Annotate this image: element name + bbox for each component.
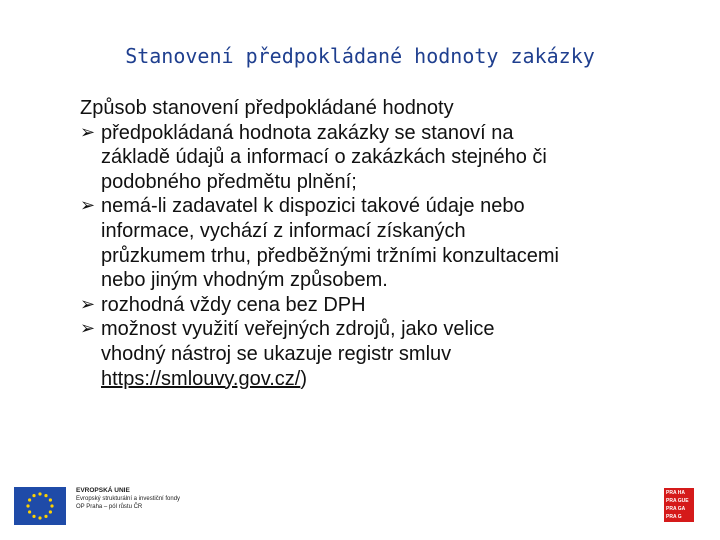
arrow-right-icon: ➢ bbox=[80, 318, 96, 340]
eu-star bbox=[38, 492, 41, 495]
bullet-item: ➢ rozhodná vždy cena bez DPH bbox=[80, 293, 366, 316]
eu-star bbox=[26, 504, 29, 507]
bullet-item: ➢ nemá-li zadavatel k dispozici takové údaje nebo informace, vychází z informací získaných průzkumem trhu, předběžnými tržními konzultacemi nebo jiným vhodným způsobem. bbox=[80, 195, 559, 292]
eu-star bbox=[32, 494, 35, 497]
arrow-right-icon: ➢ bbox=[80, 293, 96, 315]
slide-content bbox=[80, 96, 680, 391]
eu-flag-icon bbox=[14, 487, 66, 525]
eu-star bbox=[38, 516, 41, 519]
bullet-item: ➢ předpokládaná hodnota zakázky se stanoví na základě údajů a informací o zakázkách stejného či podobného předmětu plnění; bbox=[80, 121, 547, 193]
arrow-right-icon: ➢ bbox=[80, 195, 96, 217]
eu-program: OP Praha – pól růstu ČR bbox=[76, 504, 143, 510]
bullet-list bbox=[80, 121, 680, 392]
eu-fund: Evropský strukturální a investiční fondy bbox=[76, 496, 181, 502]
eu-star bbox=[49, 510, 52, 513]
praha-logo: PRA HA PRA GUE PRA GA PRA G bbox=[664, 488, 694, 522]
eu-star bbox=[44, 494, 47, 497]
link-suffix: ) bbox=[300, 367, 307, 390]
eu-star bbox=[49, 498, 52, 501]
eu-star bbox=[44, 515, 47, 518]
eu-text bbox=[76, 487, 180, 511]
section-heading: Způsob stanovení předpokládané hodnoty bbox=[80, 97, 454, 119]
registry-link[interactable]: https://smlouvy.gov.cz/ bbox=[101, 367, 301, 390]
eu-star bbox=[28, 498, 31, 501]
slide-title: Stanovení předpokládané hodnoty zakázky bbox=[125, 44, 595, 68]
eu-star bbox=[28, 510, 31, 513]
eu-star bbox=[32, 515, 35, 518]
eu-footer bbox=[14, 487, 180, 525]
bullet-item: ➢ možnost využití veřejných zdrojů, jako velice vhodný nástroj se ukazuje registr smluv https://smlouvy.gov.cz/) bbox=[80, 318, 495, 390]
eu-name: EVROPSKÁ UNIE bbox=[76, 487, 130, 494]
eu-star bbox=[50, 504, 53, 507]
arrow-right-icon: ➢ bbox=[80, 121, 96, 143]
